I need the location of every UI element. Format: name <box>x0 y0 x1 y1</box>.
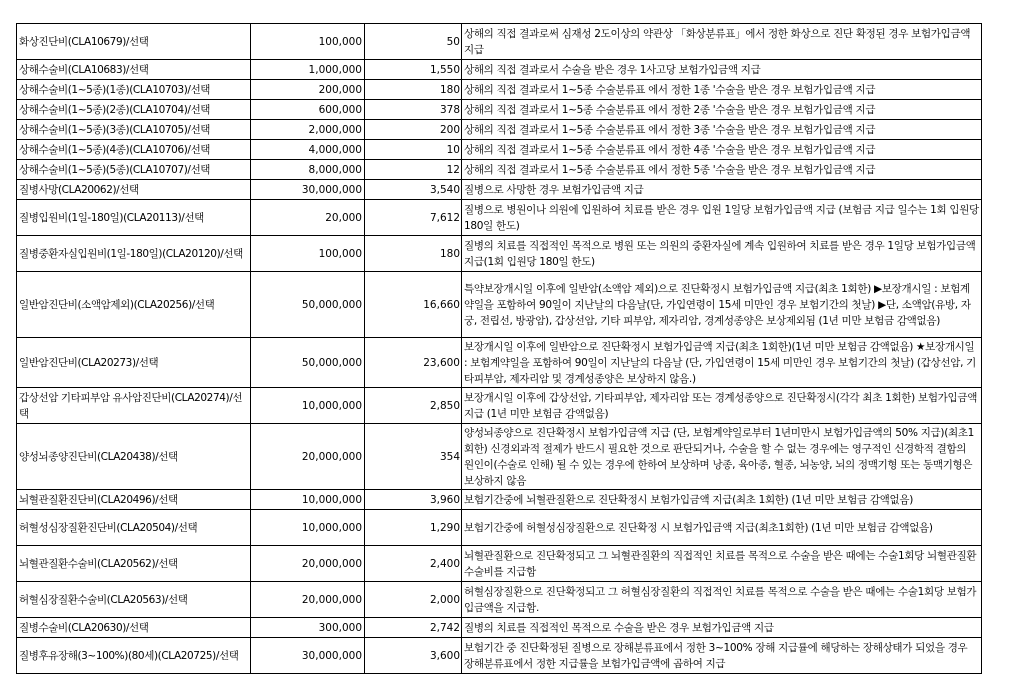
premium-cell: 200 <box>365 120 462 140</box>
table-row <box>17 388 982 424</box>
coverage-name-cell: 질병입원비(1일-180일)(CLA20113)/선택 <box>17 200 251 236</box>
table-row <box>17 200 982 236</box>
table-row <box>17 490 982 510</box>
table-row <box>17 638 982 674</box>
insured-amount-cell: 30,000,000 <box>251 638 365 674</box>
coverage-name-cell: 허혈심장질환수술비(CLA20563)/선택 <box>17 582 251 618</box>
insured-amount-cell: 1,000,000 <box>251 60 365 80</box>
coverage-description-cell: 뇌혈관질환으로 진단확정되고 그 뇌혈관질환의 직접적인 치료를 목적으로 수술을 받은 때에는 수술1회당 뇌혈관질환수술비를 지급함 <box>462 546 982 582</box>
coverage-name-cell: 질병중환자실입원비(1일-180일)(CLA20120)/선택 <box>17 236 251 272</box>
insured-amount-cell: 50,000,000 <box>251 272 365 338</box>
premium-cell: 1,550 <box>365 60 462 80</box>
premium-cell: 2,850 <box>365 388 462 424</box>
table-row <box>17 140 982 160</box>
coverage-description-cell: 보장개시일 이후에 일반암으로 진단확정시 보험가입금액 지급(최초 1회한)(1년 미만 보험금 감액없음) ★보장개시일 : 보험계약일을 포함하여 90일이 지난날의 다음날 (단, 가입연령이 15세 미만인 경우 보험기간의 첫날) (갑상선암, 기타피부암, 제자리암 및 경계성종양은 보상하지 않음.) <box>462 338 982 388</box>
insured-amount-cell: 30,000,000 <box>251 180 365 200</box>
coverage-table <box>16 23 982 674</box>
coverage-description-cell: 상해의 직접 결과로서 1~5종 수술분류표 에서 정한 1종 '수술을 받은 경우 보험가입금액 지급 <box>462 80 982 100</box>
insured-amount-cell: 50,000,000 <box>251 338 365 388</box>
coverage-name-cell: 질병수술비(CLA20630)/선택 <box>17 618 251 638</box>
coverage-description-cell: 보장개시일 이후에 갑상선암, 기타피부암, 제자리암 또는 경계성종양으로 진단확정시(각각 최초 1회한) 보험가입금액 지급 (1년 미만 보험금 감액없음) <box>462 388 982 424</box>
premium-cell: 10 <box>365 140 462 160</box>
coverage-description-cell: 질병의 치료를 직접적인 목적으로 병원 또는 의원의 중환자실에 계속 입원하여 치료를 받은 경우 1일당 보험가입금액 지급(1회 입원당 180일 한도) <box>462 236 982 272</box>
coverage-description-cell: 질병의 치료를 직접적인 목적으로 수술을 받은 경우 보험가입금액 지급 <box>462 618 982 638</box>
coverage-name-cell: 상해수술비(1~5종)(1종)(CLA10703)/선택 <box>17 80 251 100</box>
premium-cell: 2,742 <box>365 618 462 638</box>
insured-amount-cell: 2,000,000 <box>251 120 365 140</box>
coverage-description-cell: 상해의 직접 결과로써 심재성 2도이상의 약관상 「화상분류표」에서 정한 화상으로 진단 확정된 경우 보험가입금액 지급 <box>462 24 982 60</box>
premium-cell: 378 <box>365 100 462 120</box>
insured-amount-cell: 300,000 <box>251 618 365 638</box>
insured-amount-cell: 4,000,000 <box>251 140 365 160</box>
premium-cell: 23,600 <box>365 338 462 388</box>
insured-amount-cell: 20,000 <box>251 200 365 236</box>
coverage-name-cell: 허혈성심장질환진단비(CLA20504)/선택 <box>17 510 251 546</box>
insured-amount-cell: 200,000 <box>251 80 365 100</box>
coverage-description-cell: 보험기간중에 허혈성심장질환으로 진단확정 시 보험가입금액 지급(최초1회한) (1년 미만 보험금 감액없음) <box>462 510 982 546</box>
insured-amount-cell: 10,000,000 <box>251 388 365 424</box>
insured-amount-cell: 8,000,000 <box>251 160 365 180</box>
premium-cell: 180 <box>365 236 462 272</box>
table-row <box>17 338 982 388</box>
premium-cell: 16,660 <box>365 272 462 338</box>
premium-cell: 2,000 <box>365 582 462 618</box>
coverage-description-cell: 상해의 직접 결과로서 수술을 받은 경우 1사고당 보험가입금액 지급 <box>462 60 982 80</box>
table-row <box>17 510 982 546</box>
table-row <box>17 100 982 120</box>
premium-cell: 50 <box>365 24 462 60</box>
coverage-description-cell: 보험기간중에 뇌혈관질환으로 진단확정시 보험가입금액 지급(최초 1회한) (1년 미만 보험금 감액없음) <box>462 490 982 510</box>
coverage-name-cell: 상해수술비(CLA10683)/선택 <box>17 60 251 80</box>
table-row <box>17 236 982 272</box>
table-row <box>17 80 982 100</box>
coverage-name-cell: 일반암진단비(소액암제외)(CLA20256)/선택 <box>17 272 251 338</box>
coverage-description-cell: 특약보장개시일 이후에 일반암(소액암 제외)으로 진단확정시 보험가입금액 지급(최초 1회한) ▶보장개시일 : 보험계약일을 포함하여 90일이 지난날의 다음날(단, 가입연령이 15세 미만인 경우 보험기간의 첫날) ▶단, 소액암(유방, 자궁, 전립선, 방광암), 갑상선암, 기타 피부암, 제자리암, 경계성종양은 보상제외됨 (1년 미만 보험금 감액없음) <box>462 272 982 338</box>
coverage-description-cell: 허혈심장질환으로 진단확정되고 그 허혈심장질환의 직접적인 치료를 목적으로 수술을 받은 때에는 수술1회당 보험가입금액을 지급함. <box>462 582 982 618</box>
coverage-description-cell: 상해의 직접 결과로서 1~5종 수술분류표 에서 정한 4종 '수술을 받은 경우 보험가입금액 지급 <box>462 140 982 160</box>
coverage-name-cell: 상해수술비(1~5종)(2종)(CLA10704)/선택 <box>17 100 251 120</box>
premium-cell: 2,400 <box>365 546 462 582</box>
coverage-name-cell: 상해수술비(1~5종)(5종)(CLA10707)/선택 <box>17 160 251 180</box>
coverage-name-cell: 뇌혈관질환수술비(CLA20562)/선택 <box>17 546 251 582</box>
coverage-description-cell: 양성뇌종양으로 진단확정시 보험가입금액 지급 (단, 보험계약일로부터 1년미만시 보험가입금액의 50% 지급)(최초1회한) 신경외과적 절제가 반드시 필요한 것으로 판단되거나, 수술을 할 수 없는 경우에는 영구적인 신경학적 결함의 원인이(수술로 인해) 될 수 있는 경우에 한하여 보상하며 낭종, 육아종, 혈종, 뇌농양, 뇌의 정맥기형 또는 동맥기형은 보상하지 않음 <box>462 424 982 490</box>
coverage-name-cell: 상해수술비(1~5종)(3종)(CLA10705)/선택 <box>17 120 251 140</box>
table-row <box>17 60 982 80</box>
table-row <box>17 582 982 618</box>
premium-cell: 7,612 <box>365 200 462 236</box>
insured-amount-cell: 10,000,000 <box>251 510 365 546</box>
table-row <box>17 546 982 582</box>
insured-amount-cell: 20,000,000 <box>251 582 365 618</box>
premium-cell: 3,960 <box>365 490 462 510</box>
table-row <box>17 272 982 338</box>
coverage-name-cell: 질병사망(CLA20062)/선택 <box>17 180 251 200</box>
insured-amount-cell: 20,000,000 <box>251 424 365 490</box>
insured-amount-cell: 100,000 <box>251 24 365 60</box>
table-row <box>17 120 982 140</box>
insured-amount-cell: 100,000 <box>251 236 365 272</box>
premium-cell: 3,540 <box>365 180 462 200</box>
coverage-name-cell: 일반암진단비(CLA20273)/선택 <box>17 338 251 388</box>
coverage-description-cell: 상해의 직접 결과로서 1~5종 수술분류표 에서 정한 5종 '수술을 받은 경우 보험가입금액 지급 <box>462 160 982 180</box>
premium-cell: 354 <box>365 424 462 490</box>
premium-cell: 12 <box>365 160 462 180</box>
coverage-name-cell: 상해수술비(1~5종)(4종)(CLA10706)/선택 <box>17 140 251 160</box>
insured-amount-cell: 600,000 <box>251 100 365 120</box>
coverage-name-cell: 양성뇌종양진단비(CLA20438)/선택 <box>17 424 251 490</box>
table-row <box>17 160 982 180</box>
coverage-name-cell: 뇌혈관질환진단비(CLA20496)/선택 <box>17 490 251 510</box>
coverage-description-cell: 질병으로 병원이나 의원에 입원하여 치료를 받은 경우 입원 1일당 보험가입금액 지급 (보험금 지급 일수는 1회 입원당 180일 한도) <box>462 200 982 236</box>
coverage-name-cell: 질병후유장해(3~100%)(80세)(CLA20725)/선택 <box>17 638 251 674</box>
premium-cell: 3,600 <box>365 638 462 674</box>
table-row <box>17 180 982 200</box>
table-row <box>17 618 982 638</box>
coverage-description-cell: 보험기간 중 진단확정된 질병으로 장해분류표에서 정한 3~100% 장해 지급률에 해당하는 장해상태가 되었을 경우 장해분류표에서 정한 지급률을 보험가입금액에 곱하여 지급 <box>462 638 982 674</box>
coverage-name-cell: 갑상선암 기타피부암 유사암진단비(CLA20274)/선택 <box>17 388 251 424</box>
coverage-description-cell: 질병으로 사망한 경우 보험가입금액 지급 <box>462 180 982 200</box>
coverage-table-body <box>17 24 982 674</box>
coverage-description-cell: 상해의 직접 결과로서 1~5종 수술분류표 에서 정한 3종 '수술을 받은 경우 보험가입금액 지급 <box>462 120 982 140</box>
premium-cell: 1,290 <box>365 510 462 546</box>
table-row <box>17 24 982 60</box>
coverage-description-cell: 상해의 직접 결과로서 1~5종 수술분류표 에서 정한 2종 '수술을 받은 경우 보험가입금액 지급 <box>462 100 982 120</box>
premium-cell: 180 <box>365 80 462 100</box>
coverage-name-cell: 화상진단비(CLA10679)/선택 <box>17 24 251 60</box>
table-row <box>17 424 982 490</box>
insured-amount-cell: 20,000,000 <box>251 546 365 582</box>
insured-amount-cell: 10,000,000 <box>251 490 365 510</box>
